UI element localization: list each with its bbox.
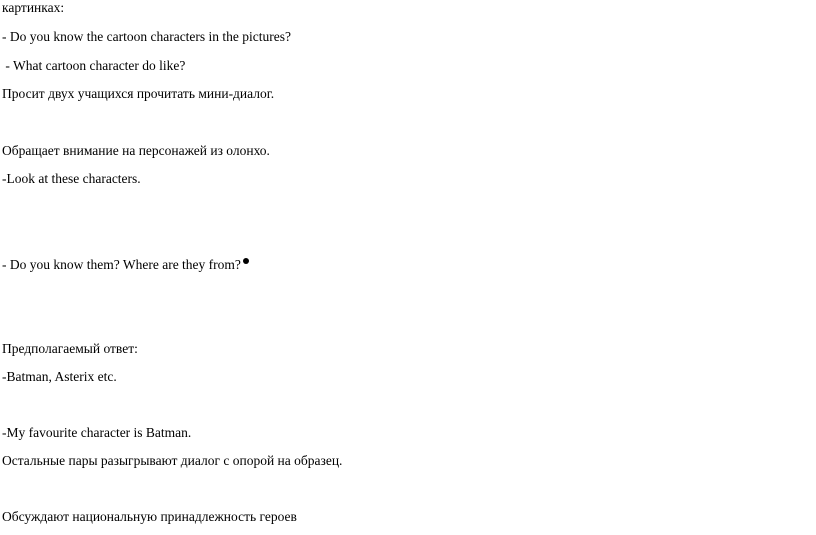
text-line-intro: картинках: <box>2 0 65 15</box>
text-line-look: -Look at these characters. <box>2 171 141 186</box>
text-line-attention: Обращает внимание на персонажей из олонхо. <box>2 143 270 158</box>
text-line-expected-answer: Предполагаемый ответ: <box>2 341 138 356</box>
text-line-answer-1: -Batman, Asterix etc. <box>2 369 117 384</box>
text-line-question-2: - What cartoon character do like? <box>2 58 186 73</box>
text-line-pairs: Остальные пары разыгрывают диалог с опорой на образец. <box>2 453 343 468</box>
text-line-question-3 <box>2 257 249 273</box>
text-line-instruction: Просит двух учащихся прочитать мини-диалог. <box>2 86 275 101</box>
bullet-dot-icon <box>243 258 249 264</box>
text-line-discuss: Обсуждают национальную принадлежность героев <box>2 509 297 524</box>
text-line-answer-2: -My favourite character is Batman. <box>2 425 192 440</box>
question-3-text: - Do you know them? Where are they from? <box>2 257 241 272</box>
text-line-question-1: - Do you know the cartoon characters in the pictures? <box>2 29 292 44</box>
